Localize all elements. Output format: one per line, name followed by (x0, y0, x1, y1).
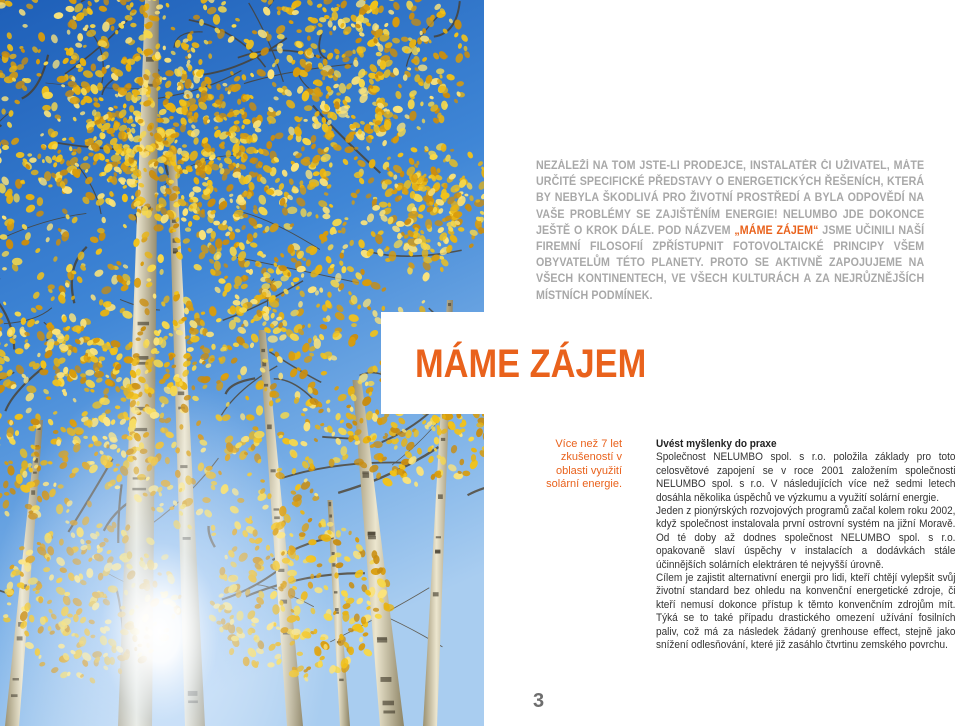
page-number: 3 (533, 690, 545, 712)
intro-text-start: NEZÁLEŽÍ NA TOM JSTE-LI PRODEJCE, INSTALATÉR ČI UŽIVATEL, MÁTE URČITÉ SPECIFICKÉ PŘEDSTAVY O ENERGETICKÝCH ŘEŠENÍCH, KTERÁ BY NEBYLA ŠKODLIVÁ PRO ŽIVOTNÍ PROSTŘEDÍ A BYLA ODPOVĚDÍ NA VAŠE PROBLÉMY SE ZAJIŠTĚNÍM ENERGIE! NELUMBO JDE DOKONCE JEŠTĚ O KROK DÁLE. POD NÁZVEM (536, 159, 925, 237)
body-paragraph-1: Společnost NELUMBO spol. s r.o. položila základy pro toto celosvětové zapojení se v roce 2001 založením společnosti NELUMBO spol. s r.o. V následujících více než sedmi letech dosáhla několika úspěchů ve výzkumu a využití solární energie. (656, 451, 956, 504)
intro-highlight: „MÁME ZÁJEM“ (734, 223, 819, 237)
intro-paragraph (536, 158, 924, 304)
side-note: Více než 7 let zkušeností v oblasti využití solární energie. (546, 438, 622, 490)
body-column (656, 438, 955, 653)
body-paragraph-3: Cílem je zajistit alternativní energii pro lidi, kteří chtějí vylepšit svůj životní standard bez ohledu na konvenční energetické zdroje, či kteří nemusí dokonce přístup k těmto konvenčním zdrojům mít. Týká se to také případu drastického omezení užívání fosilních paliv, což má za následek žádaný grenhouse effect, stejně jako snížení odlesňování, které již zasáhlo čtvrtinu zemského povrchu. (656, 572, 956, 652)
body-paragraph-2: Jeden z pionýrských rozvojových programů začal kolem roku 2002, když společnost instalovala první ostrovní systém na jižní Moravě. Od té doby až dodnes společnost NELUMBO spol. s r.o. opakovaně slaví úspěchy v instalacích a dodávkách stále účinnějších solárních elektráren té nejvyšší úrovně. (656, 505, 956, 571)
section-heading: Uvést myšlenky do praxe (656, 438, 777, 450)
title-box (381, 312, 647, 414)
intro-text-end: JSME UČINILI NAŠÍ FIREMNÍ FILOSOFIÍ ZPŘÍSTUPNIT FOTOVOLTAICKÉ PRINCIPY VŠEM OBYVATELŮM TÉTO PLANETY. PROTO SE AKTIVNĚ ZAPOJUJEME NA VŠECH KONTINENTECH, VE VŠECH KULTURÁCH A ZA NEJRŮZNĚJŠÍCH MÍSTNÍCH PODMÍNEK. (536, 223, 925, 302)
page-title: MÁME ZÁJEM (415, 342, 647, 386)
